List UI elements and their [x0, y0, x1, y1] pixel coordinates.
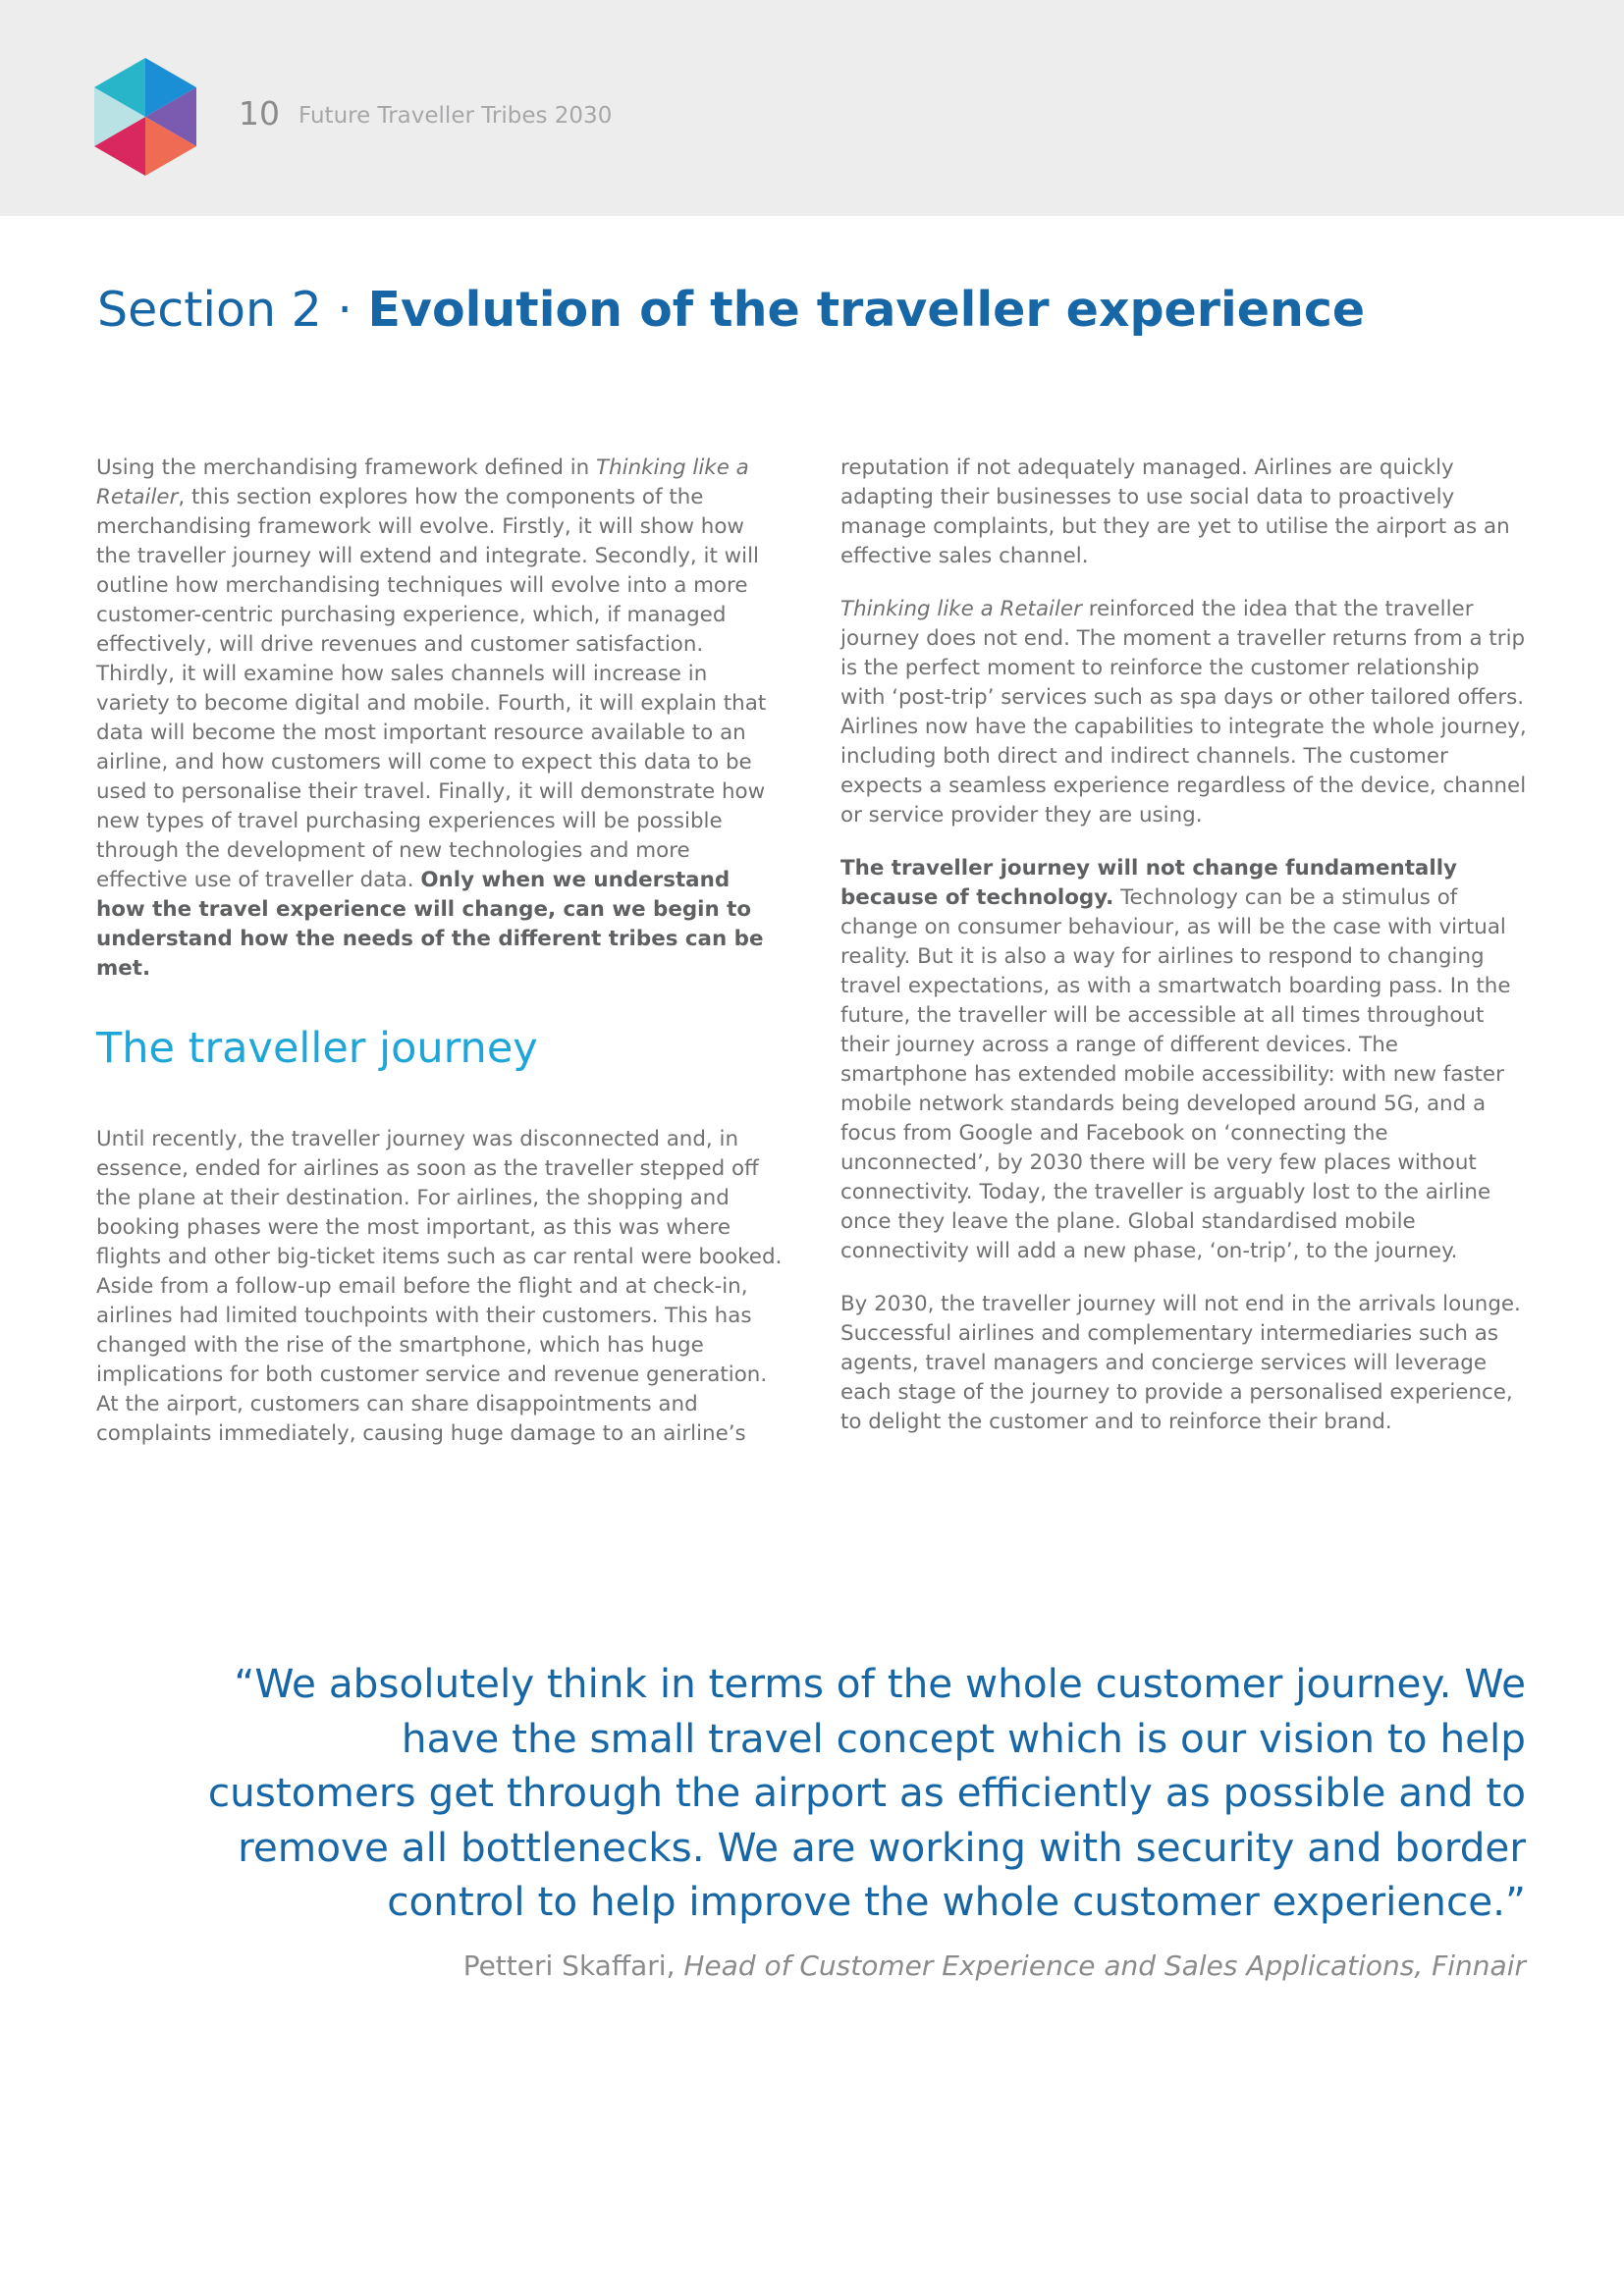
- paragraph: [840, 595, 1528, 830]
- text-run: Using the merchandising framework defined in: [96, 455, 597, 480]
- intro-paragraph: [96, 454, 784, 984]
- italic-title: Thinking like a Retailer: [840, 597, 1082, 621]
- paragraph: reputation if not adequately managed. Airlines are quickly adapting their businesses to use social data to proactively manage complaints, but they are yet to utilise the airport as an effective sales channel.: [840, 455, 1510, 568]
- quote-attribution: [190, 1948, 1526, 1985]
- document-title: Future Traveller Tribes 2030: [298, 103, 613, 129]
- hexagon-logo-icon: [88, 54, 202, 180]
- section-prefix: Section 2 ·: [97, 282, 368, 338]
- page-number: 10: [239, 94, 280, 133]
- subheading: The traveller journey: [96, 1024, 538, 1073]
- right-column: [840, 454, 1528, 1461]
- bold-statement: The traveller journey will not change fundamentally because of technology.: [840, 856, 1457, 910]
- text-run: , this section explores how the components of the merchandising framework will evolve. Firstly, it will show how the traveller journey will extend and integrate. Secondly, it will outline how merchandising techniques will evolve into a more customer-centric purchasing experience, which, if managed effectively, will drive revenues and customer satisfaction. Thirdly, it will examine how sales channels will increase in variety to become digital and mobile. Fourth, it will explain that data will become the most important resource available to an airline, and how customers will come to expect this data to be used to personalise their travel. Finally, it will demonstrate how new types of travel purchasing experiences will be possible through the development of new technologies and more effective use of traveller data.: [96, 485, 767, 892]
- paragraph: [840, 854, 1528, 1266]
- text-run: Technology can be a stimulus of change on consumer behaviour, as will be the case with virtual reality. But it is also a way for airlines to respond to changing travel expectations, as with a smartwatch boarding pass. In the future, the traveller will be accessible at all times throughout their journey across a range of different devices. The smartphone has extended mobile accessibility: with new faster mobile network standards being developed around 5G, and a focus from Google and Facebook on ‘connecting the unconnected’, by 2030 there will be very few places without connectivity. Today, the traveller is arguably lost to the airline once they leave the plane. Global standardised mobile connectivity will add a new phase, ‘on-trip’, to the journey.: [840, 885, 1511, 1263]
- section-heading: Evolution of the traveller experience: [367, 282, 1366, 338]
- bold-statement: Only when we understand how the travel experience will change, can we begin to understand how the needs of the different tribes can be met.: [96, 868, 764, 981]
- journey-paragraph: Until recently, the traveller journey was disconnected and, in essence, ended for airlines as soon as the traveller stepped off the plane at their destination. For airlines, the shopping and booking phases were the most important, as this was where flights and other big-ticket items such as car rental were booked. Aside from a follow-up email before the flight and at check-in, airlines had limited touchpoints with their customers. This has changed with the rise of the smartphone, which has huge implications for both customer service and revenue generation. At the airport, customers can share disappointments and complaints immediately, causing huge damage to an airline’s: [96, 1127, 783, 1446]
- pull-quote: “We absolutely think in terms of the whole customer journey. We have the small travel concept which is our vision to help customers get through the airport as efficiently as possible and to remove all bottlenecks. We are working with security and border control to help improve the whole customer experience.”: [207, 1660, 1526, 1925]
- quote-author-role: Head of Customer Experience and Sales Applications, Finnair: [683, 1949, 1526, 1982]
- left-column: [96, 454, 784, 1472]
- page-header: [0, 0, 1624, 216]
- quote-author: Petteri Skaffari,: [462, 1949, 684, 1982]
- section-title: [97, 281, 1365, 340]
- paragraph: By 2030, the traveller journey will not end in the arrivals lounge. Successful airlines and complementary intermediaries such as agents, travel managers and concierge services will leverage each stage of the journey to provide a personalised experience, to delight the customer and to reinforce their brand.: [840, 1292, 1521, 1434]
- italic-title: Thinking like a Retailer: [96, 455, 749, 509]
- text-run: reinforced the idea that the traveller journey does not end. The moment a traveller returns from a trip is the perfect moment to reinforce the customer relationship with ‘post-trip’ services such as spa days or other tailored offers. Airlines now have the capabilities to integrate the whole journey, including both direct and indirect channels. The customer expects a seamless experience regardless of the device, channel or service provider they are using.: [840, 597, 1527, 828]
